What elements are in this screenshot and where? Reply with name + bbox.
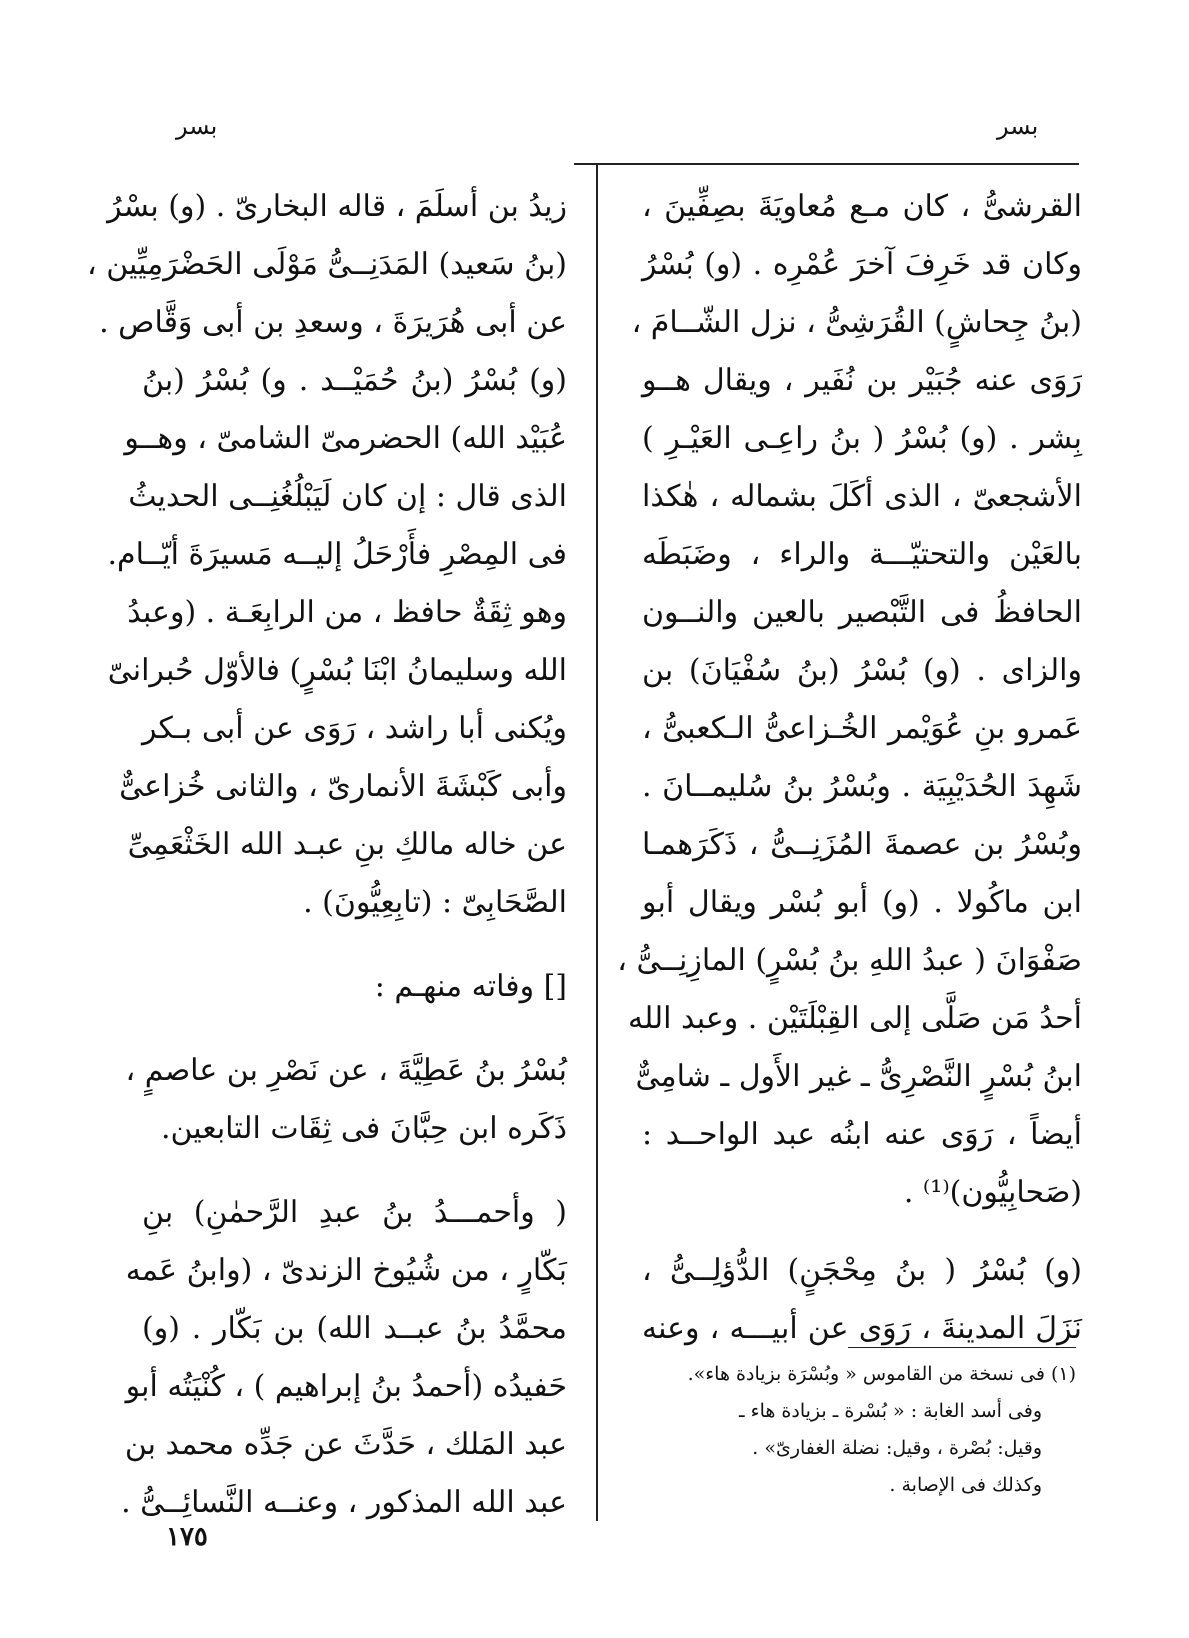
text-line: وبُسْرُ بن عصمةَ المُزَنِــىُّ ، ذَكَرَهمـا: [642, 827, 1082, 862]
text-line: بَكّارٍ ، من شُيُوخ الزندىّ ، (وابنُ عَمه: [125, 1253, 567, 1288]
text-line: الذى قال : إن كان لَيَبْلُغُنِــى الحديثُ: [128, 479, 567, 514]
footnote-line: وكذلك فى الإصابة .: [889, 1474, 1042, 1496]
text-line: عُبَيْد الله) الحضرمىّ الشامىّ ، وهــو: [124, 421, 567, 456]
text-line: عبد المَلك ، حَدَّثَ عن جَدِّه محمد بن: [124, 1427, 567, 1462]
text-line: عبد الله المذكور ، وعنــه النَّسائِــىُّ .: [121, 1485, 567, 1520]
text-line: الأشجعىّ ، الذى أكَلَ بشماله ، هٰكذا: [642, 479, 1082, 514]
text-line: الصَّحَابِىّ : (تابِعِيُّونَ) .: [303, 885, 567, 920]
text-line: الحافظُ فى التَّبْصير بالعين والنــون: [642, 595, 1082, 630]
left-column: [87, 178, 567, 1532]
footnote-line: (١) فى نسخة من القاموس « وبُسْرَة بزيادة هاء».: [687, 1363, 1076, 1385]
header-rule: [574, 163, 1079, 165]
text-line: والزاى . (و) بُسْرُ (بنُ سُفْيَانَ) بن: [642, 653, 1082, 688]
text-line: ابن ماكُولا . (و) أبو بُسْر ويقال أبو: [642, 885, 1082, 920]
text-line: الله وسليمانُ ابْنَا بُسْرٍ) فالأوّل حُبرانىّ: [107, 653, 567, 688]
text-line: بُسْرُ بنُ عَطِيَّةَ ، عن نَصْرِ بن عاصمٍ ،: [125, 1053, 567, 1088]
text-line: فى المِصْرِ فأَرْحَلُ إليــه مَسيرَةَ أيّــام.: [107, 537, 567, 572]
footnote: [618, 1356, 1076, 1504]
text-line: ابنُ بُسْرٍ النَّصْرِىُّ ـ غير الأَول ـ شامِىٌّ: [635, 1059, 1082, 1094]
text-line: (صَحابِيُّون)⁽¹⁾ .: [903, 1175, 1082, 1210]
text-line: عن خاله مالكِ بنِ عبـد الله الخَثْعَمِىِّ: [127, 827, 567, 862]
text-line: صَفْوَانَ ( عبدُ اللهِ بنُ بُسْرٍ) المازِنِــىُّ ،: [617, 943, 1082, 978]
page-number: ١٧٥: [166, 1522, 208, 1552]
text-line: رَوَى عنه جُبَيْر بن نُفَير ، ويقال هــو: [642, 363, 1082, 398]
text-line: محمَّدُ بنُ عبــد الله) بن بَكّار . (و): [142, 1311, 567, 1346]
text-line: عن أبى هُرَيرَةَ ، وسعدِ بن أبى وَقَّاص .: [99, 305, 567, 340]
right-column: [617, 178, 1082, 1358]
text-line: زيدُ بن أسلَمَ ، قاله البخارىّ . (و) بسْرُ: [107, 189, 567, 224]
column-divider: [596, 163, 598, 1521]
text-line: (و) بُسْرُ (بنُ حُمَيْــد . و) بُسْرُ (بنُ: [142, 363, 567, 398]
text-line: (بنُ سَعيد) المَدَنِــىُّ مَوْلَى الحَضْرَمِيِّين ،: [87, 247, 567, 282]
text-line: عَمرو بنِ عُوَيْمر الخُـزاعىُّ الـكعبىُّ ،: [642, 711, 1082, 746]
text-line: أيضاً ، رَوَى عنه ابنُه عبد الواحــد :: [642, 1117, 1082, 1152]
text-line: شَهِدَ الحُدَيْبِيَة . وبُسْرُ بنُ سُليمــانَ .: [642, 769, 1082, 804]
text-line: وأبى كَبْشَةَ الأنمارىّ ، والثانى خُزاعىٌّ: [119, 769, 567, 804]
text-line: وكان قد خَرِفَ آخرَ عُمْرِه . (و) بُسْرُ: [642, 247, 1082, 282]
text-line: ويُكنى أبا راشد ، رَوَى عن أبى بـكر: [142, 711, 567, 746]
text-line: نَزَلَ المدينةَ ، رَوَى عن أبيـــه ، وعنه: [642, 1311, 1082, 1346]
text-line: بِشر . (و) بُسْرُ ( بنُ راعِـى العَيْـرِ ): [642, 421, 1082, 456]
footnote-line: وفى أسد الغابة : « بُسْرة ـ بزيادة هاء ـ: [739, 1400, 1042, 1422]
running-header-right: بسر: [997, 112, 1039, 140]
text-line: القرشىُّ ، كان مـع مُعاويَةَ بصِفِّينَ ،: [642, 189, 1082, 224]
text-line: حَفيدُه (أحمدُ بنُ إبراهيم ) ، كُنْيَتُه أبو: [125, 1369, 567, 1404]
running-header-left: بسر: [176, 112, 218, 140]
text-line: أحدُ مَن صَلَّى إلى القِبْلَتَيْن . وعبد الله: [628, 1001, 1082, 1036]
section-heading: [] وفاته منهـم :: [374, 969, 567, 1004]
text-line: (بنُ جِحاشٍ) القُرَشِىُّ ، نزل الشّــامَ ،: [631, 305, 1082, 340]
text-line: (و) بُسْرُ ( بنُ مِحْجَنٍ) الدُّؤلِــىُّ ،: [642, 1253, 1082, 1288]
text-line: ( وأحمـــدُ بنُ عبدِ الرَّحمٰنِ) بنِ: [142, 1195, 567, 1230]
text-line: بالعَيْن والتحتيّـــة والراء ، وضَبَطَه: [642, 537, 1082, 572]
text-line: وهو ثِقَةٌ حافظ ، من الرابِعَـة . (وعبدُ: [127, 595, 567, 630]
text-line: ذَكَره ابن حِبَّانَ فى ثِقَات التابعين.: [160, 1111, 567, 1146]
footnote-rule: [848, 1347, 1076, 1348]
footnote-line: وقيل: بُصْرة ، وقيل: نضلة الغفارىّ» .: [752, 1437, 1042, 1459]
